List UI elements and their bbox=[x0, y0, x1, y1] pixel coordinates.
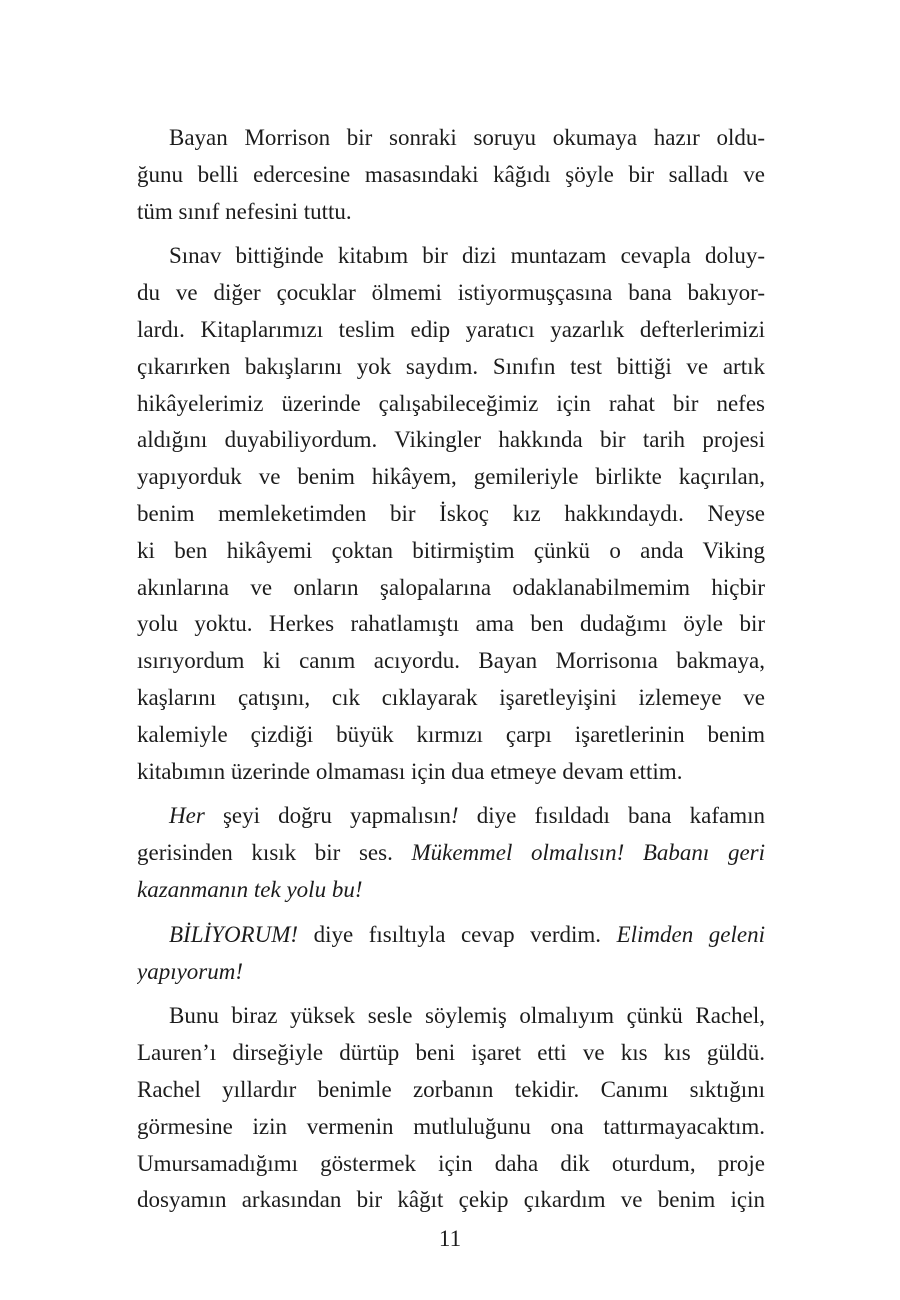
text-line bbox=[137, 422, 765, 459]
text-segment: çıkarırken bakışlarını yok saydım. Sınıfın test bittiği ve artık bbox=[137, 353, 765, 379]
text-line bbox=[137, 606, 765, 643]
text-segment: Bayan Morrison bir sonraki soruyu okumaya hazır oldu- bbox=[169, 125, 765, 150]
text-line bbox=[137, 120, 765, 157]
text-segment: şeyi doğru yapmalısın bbox=[204, 803, 451, 829]
page-body-text bbox=[137, 120, 765, 1219]
paragraph bbox=[137, 238, 765, 790]
text-line bbox=[137, 998, 765, 1035]
text-line bbox=[137, 1072, 765, 1109]
page-number: 11 bbox=[438, 1226, 462, 1251]
text-line bbox=[137, 1146, 765, 1183]
text-line bbox=[137, 798, 765, 835]
text-segment: diye fısıldadı bana kafamın bbox=[458, 803, 765, 829]
paragraph bbox=[137, 998, 765, 1219]
text-segment: benim memleketimden bir İskoç kız hakkındaydı. Neyse bbox=[137, 500, 765, 526]
text-line bbox=[137, 386, 765, 423]
text-line bbox=[137, 459, 765, 496]
text-segment: dosyamın arkasından bir kâğıt çekip çıkardım ve benim için bbox=[137, 1187, 765, 1213]
text-segment: ğunu belli edercesine masasındaki kâğıdı şöyle bir salladı ve bbox=[137, 161, 765, 187]
text-segment: ısırıyordum ki canım acıyordu. Bayan Morrisonıa bakmaya, bbox=[137, 648, 765, 674]
text-segment: akınlarına ve onların şalopalarına odaklanabilmemim hiçbir bbox=[137, 574, 765, 600]
paragraph bbox=[137, 120, 765, 230]
paragraph bbox=[137, 917, 765, 991]
italic-text-segment: Elimden geleni bbox=[616, 921, 765, 947]
italic-text-segment: yapıyorum! bbox=[137, 958, 244, 984]
text-segment: kaşlarını çatışını, cık cıklayarak işaretleyişini izlemeye ve bbox=[137, 684, 765, 710]
text-segment: Lauren’ı dirseğiyle dürtüp beni işaret etti ve kıs kıs güldü. bbox=[137, 1040, 765, 1066]
text-line bbox=[137, 533, 765, 570]
text-line bbox=[137, 643, 765, 680]
paragraph bbox=[137, 798, 765, 908]
text-line bbox=[137, 238, 765, 275]
text-line bbox=[137, 570, 765, 607]
text-line bbox=[137, 349, 765, 386]
text-segment: ki ben hikâyemi çoktan bitirmiştim çünkü o anda Viking bbox=[137, 537, 765, 563]
text-segment: kitabımın üzerinde olmaması için dua etmeye devam ettim. bbox=[137, 758, 683, 784]
text-segment: görmesine izin vermenin mutluluğunu ona tattırmayacaktım. bbox=[137, 1113, 765, 1139]
text-line bbox=[137, 835, 765, 872]
text-segment: kalemiyle çizdiği büyük kırmızı çarpı işaretlerinin benim bbox=[137, 721, 765, 747]
italic-text-segment: Mükemmel olmalısın! Babanı geri bbox=[411, 840, 765, 866]
text-segment: lardı. Kitaplarımızı teslim edip yaratıcı yazarlık defterlerimizi bbox=[137, 316, 765, 342]
text-line bbox=[137, 312, 765, 349]
text-segment: aldığını duyabiliyordum. Vikingler hakkında bir tarih projesi bbox=[137, 427, 765, 453]
text-line bbox=[137, 1182, 765, 1219]
text-line bbox=[137, 917, 765, 954]
text-segment: yolu yoktu. Herkes rahatlamıştı ama ben dudağımı öyle bir bbox=[137, 611, 765, 637]
text-line bbox=[137, 157, 765, 194]
italic-text-segment: Her bbox=[169, 803, 205, 829]
text-segment: tüm sınıf nefesini tuttu. bbox=[137, 198, 352, 224]
text-segment: yapıyorduk ve benim hikâyem, gemileriyle birlikte kaçırılan, bbox=[137, 464, 765, 490]
text-segment: Rachel yıllardır benimle zorbanın tekidir. Canımı sıktığını bbox=[137, 1076, 765, 1102]
text-segment: du ve diğer çocuklar ölmemi istiyormuşçasına bana bakıyor- bbox=[137, 280, 765, 306]
text-segment: Umursamadığımı göstermek için daha dik oturdum, proje bbox=[137, 1150, 765, 1176]
text-line bbox=[137, 954, 765, 991]
text-segment: hikâyelerimiz üzerinde çalışabileceğimiz için rahat bir nefes bbox=[137, 390, 765, 416]
italic-text-segment: ! bbox=[450, 803, 459, 829]
text-line bbox=[137, 194, 765, 231]
text-line bbox=[137, 1109, 765, 1146]
text-line bbox=[137, 680, 765, 717]
text-segment: gerisinden kısık bir ses. bbox=[137, 840, 412, 866]
text-line bbox=[137, 496, 765, 533]
italic-text-segment: BİLİYORUM! bbox=[169, 921, 299, 947]
text-line bbox=[137, 754, 765, 791]
text-line bbox=[137, 872, 765, 909]
text-segment: Sınav bittiğinde kitabım bir dizi muntazam cevapla doluy- bbox=[169, 243, 765, 269]
text-segment: Bunu biraz yüksek sesle söylemiş olmalıyım çünkü Rachel, bbox=[169, 1003, 765, 1029]
text-line bbox=[137, 717, 765, 754]
text-line bbox=[137, 1035, 765, 1072]
text-segment: diye fısıltıyla cevap verdim. bbox=[298, 921, 617, 947]
text-line bbox=[137, 275, 765, 312]
italic-text-segment: kazanmanın tek yolu bu! bbox=[137, 876, 363, 902]
